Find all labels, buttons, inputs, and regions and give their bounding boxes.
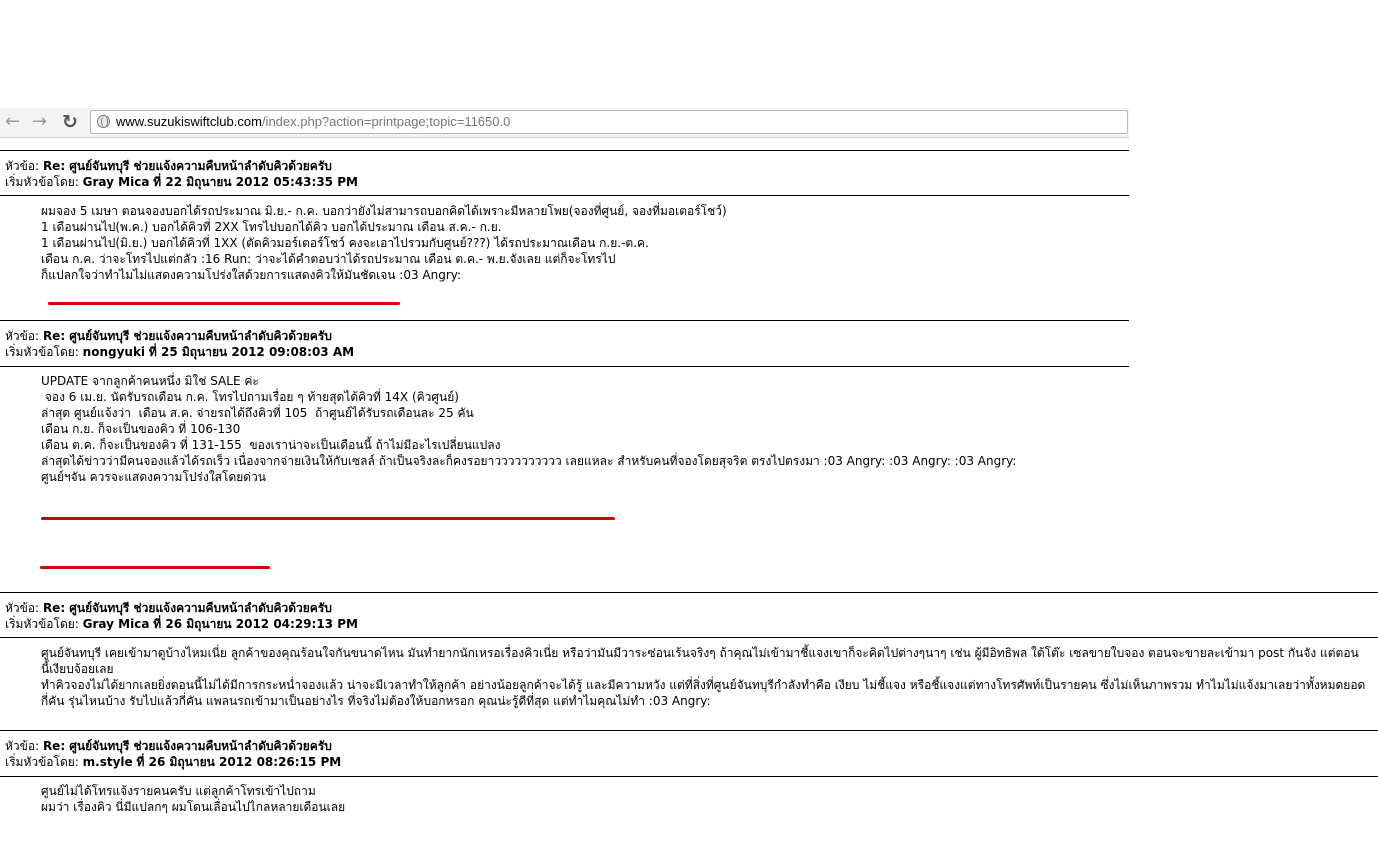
post-meta [5, 344, 354, 360]
post-header [5, 328, 332, 344]
post-meta [5, 174, 358, 190]
topic-title: Re: ศูนย์จันทบุรี ช่วยแจ้งความคืบหน้าลำดับคิวด้วยครับ [42, 159, 332, 173]
forward-arrow-icon[interactable]: → [32, 111, 48, 132]
topic-label: หัวข้อ: [5, 329, 40, 343]
divider [0, 195, 1129, 196]
post-author: m.style [82, 755, 133, 769]
divider [0, 776, 1378, 777]
divider [0, 320, 1129, 321]
post-body [41, 373, 1366, 485]
post-header [5, 600, 332, 616]
started-by-label: เริ่มหัวข้อโดย: [5, 345, 79, 359]
red-underline [48, 302, 400, 305]
post-meta [5, 616, 358, 632]
divider [0, 730, 1378, 731]
topic-label: หัวข้อ: [5, 739, 40, 753]
topic-title: Re: ศูนย์จันทบุรี ช่วยแจ้งความคืบหน้าลำดับคิวด้วยครับ [42, 601, 332, 615]
post-date: ที่ 25 มิถุนายน 2012 09:08:03 AM [148, 345, 355, 359]
reload-icon[interactable]: ↻ [62, 111, 78, 133]
post-line: ก็แปลกใจว่าทำไมไม่แสดงความโปร่งใสด้วยการแสดงคิวให้มันชัดเจน :03 Angry: [41, 268, 462, 282]
post-date: ที่ 26 มิถุนายน 2012 08:26:15 PM [136, 755, 342, 769]
topic-label: หัวข้อ: [5, 601, 40, 615]
post-line: เดือน ต.ค. ก็จะเป็นของคิว ที่ 131-155 ของเราน่าจะเป็นเดือนนี้ ถ้าไม่มีอะไรเปลี่ยนแปลง [41, 438, 501, 452]
topic-title: Re: ศูนย์จันทบุรี ช่วยแจ้งความคืบหน้าลำดับคิวด้วยครับ [42, 329, 332, 343]
divider [0, 592, 1378, 593]
topic-label: หัวข้อ: [5, 159, 40, 173]
post-date: ที่ 22 มิถุนายน 2012 05:43:35 PM [153, 175, 358, 189]
divider [0, 150, 1129, 151]
divider [0, 366, 1129, 367]
post-line: ศูนย์ฯจัน ควรจะแสดงความโปร่งใสโดยด่วน [41, 470, 267, 484]
post-body [41, 645, 1366, 709]
post-author: Gray Mica [82, 617, 150, 631]
post-author: nongyuki [82, 345, 146, 359]
url-host: www.suzukiswiftclub.com [116, 114, 262, 129]
post-line: 1 เดือนผ่านไป(มิ.ย.) บอกได้คิวที่ 1XX (ตัดคิวมอร์เตอร์โชว์ คงจะเอาไปรวมกับศูนย์???) ได้รถประมาณเดือน ก.ย.-ต.ค. [41, 236, 649, 250]
started-by-label: เริ่มหัวข้อโดย: [5, 175, 79, 189]
post-line: ทำคิวจองไม่ได้ยากเลยยิ่งตอนนี้ไม่ได้มีการกระหน่ำจองแล้ว น่าจะมีเวลาทำให้ลูกค้า อย่างน้อยลูกค้าจะได้รู้ และมีความหวัง แต่ที่สิ่งที่ศูนย์จันทบุรีกำลังทำคือ เงียบ ไม่ชี้แจง หรือชี้แจงแต่ทางโทรศัพท์เป็นรายคน ซึ่งไม่เห็นภาพรวม ทำไมไม่แจ้งมาเลยว่าทั้งหมดยอดกี่คัน รุ่นไหนบ้าง รับไปแล้วกี่คัน แพลนรถเข้ามาเป็นอย่างไร ที่จริงไม่ต้องให้บอกหรอก คุณน่ะรู้ดีที่สุด แต่ทำไมคุณไม่ทำ :03 Angry: [41, 678, 1366, 708]
post-line: เดือน ก.ย. ก็จะเป็นของคิว ที่ 106-130 [41, 422, 241, 436]
url-path: /index.php?action=printpage;topic=11650.0 [261, 114, 511, 129]
post-line: ล่าสุดได้ข่าวว่ามีคนจองแล้วได้รถเร็ว เนื่องจากจ่ายเงินให้กับเซลล์ ถ้าเป็นจริงละก็คงรอยาวววววววววว เลยแหละ สำหรับคนที่จองโดยสุจริต ตรงไปตรงมา :03 Angry: :03 Angry: :03 Angry: [41, 454, 1017, 468]
post-body [41, 783, 1366, 815]
globe-icon [97, 115, 110, 128]
post-line: ศูนย์ไม่ได้โทรแจ้งรายคนครับ แต่ลูกค้าโทรเข้าไปถาม [41, 784, 316, 798]
post-line: ผมจอง 5 เมษา ตอนจองบอกได้รถประมาณ มิ.ย.- ก.ค. บอกว่ายังไม่สามารถบอกคิดได้เพราะมีหลายโพย(จองที่ศูนย์, จองที่มอเตอร์โชว์) [41, 204, 727, 218]
post-line: เดือน ก.ค. ว่าจะโทรไปแต่กลัว :16 Run: ว่าจะได้คำตอบว่าได้รถประมาณ เดือน ต.ค.- พ.ย.จังเลย แต่ก็จะโทรไป [41, 252, 616, 266]
back-arrow-icon[interactable]: ← [5, 111, 21, 132]
post-line: 1 เดือนผ่านไป(พ.ค.) บอกได้คิวที่ 2XX โทรไปบอกได้คิว บอกได้ประมาณ เดือน ส.ค.- ก.ย. [41, 220, 502, 234]
post-line: ผมว่า เรื่องคิว นี่มีแปลกๆ ผมโดนเลื่อนไปไกลหลายเดือนเลย [41, 800, 346, 814]
url-text[interactable] [116, 114, 510, 130]
post-author: Gray Mica [82, 175, 150, 189]
topic-title: Re: ศูนย์จันทบุรี ช่วยแจ้งความคืบหน้าลำดับคิวด้วยครับ [42, 739, 332, 753]
started-by-label: เริ่มหัวข้อโดย: [5, 755, 79, 769]
post-line: ล่าสุด ศูนย์แจ้งว่า เดือน ส.ค. จ่ายรถได้ถึงคิวที่ 105 ถ้าศูนย์ได้รับรถเดือนละ 25 คัน [41, 406, 474, 420]
post-meta [5, 754, 341, 770]
divider [0, 637, 1378, 638]
post-body [41, 203, 1366, 283]
red-underline [41, 517, 615, 520]
red-underline [40, 566, 270, 569]
post-header [5, 158, 332, 174]
post-line: จอง 6 เม.ย. นัดรับรถเดือน ก.ค. โทรไปถามเรื่อย ๆ ท้ายสุดได้คิวที่ 14X (คิวศูนย์) [41, 390, 459, 404]
started-by-label: เริ่มหัวข้อโดย: [5, 617, 79, 631]
post-line: ศูนย์จันทบุรี เคยเข้ามาดูบ้างไหมเนี่ย ลูกค้าของคุณร้อนใจกันขนาดไหน มันทำยากนักเหรอเรื่องคิวเนี่ย หรือว่ามันมีวาระซ่อนเร้นจริงๆ ถ้าคุณไม่เข้ามาชี้แจงเขาก็จะคิดไปต่างๆนาๆ เช่น ผู้มีอิทธิพล ใต้โต๊ะ เซลขายใบจอง ตอนจะขายละเข้ามา post กันจัง แต่ตอนนี้เงียบจ้อยเลย [41, 646, 1359, 676]
post-date: ที่ 26 มิถุนายน 2012 04:29:13 PM [153, 617, 358, 631]
post-header [5, 738, 332, 754]
browser-toolbar [0, 108, 1129, 138]
post-line: UPDATE จากลูกค้าคนหนึ่ง มิใช่ SALE ค่ะ [41, 374, 259, 388]
address-bar[interactable] [90, 110, 1128, 134]
